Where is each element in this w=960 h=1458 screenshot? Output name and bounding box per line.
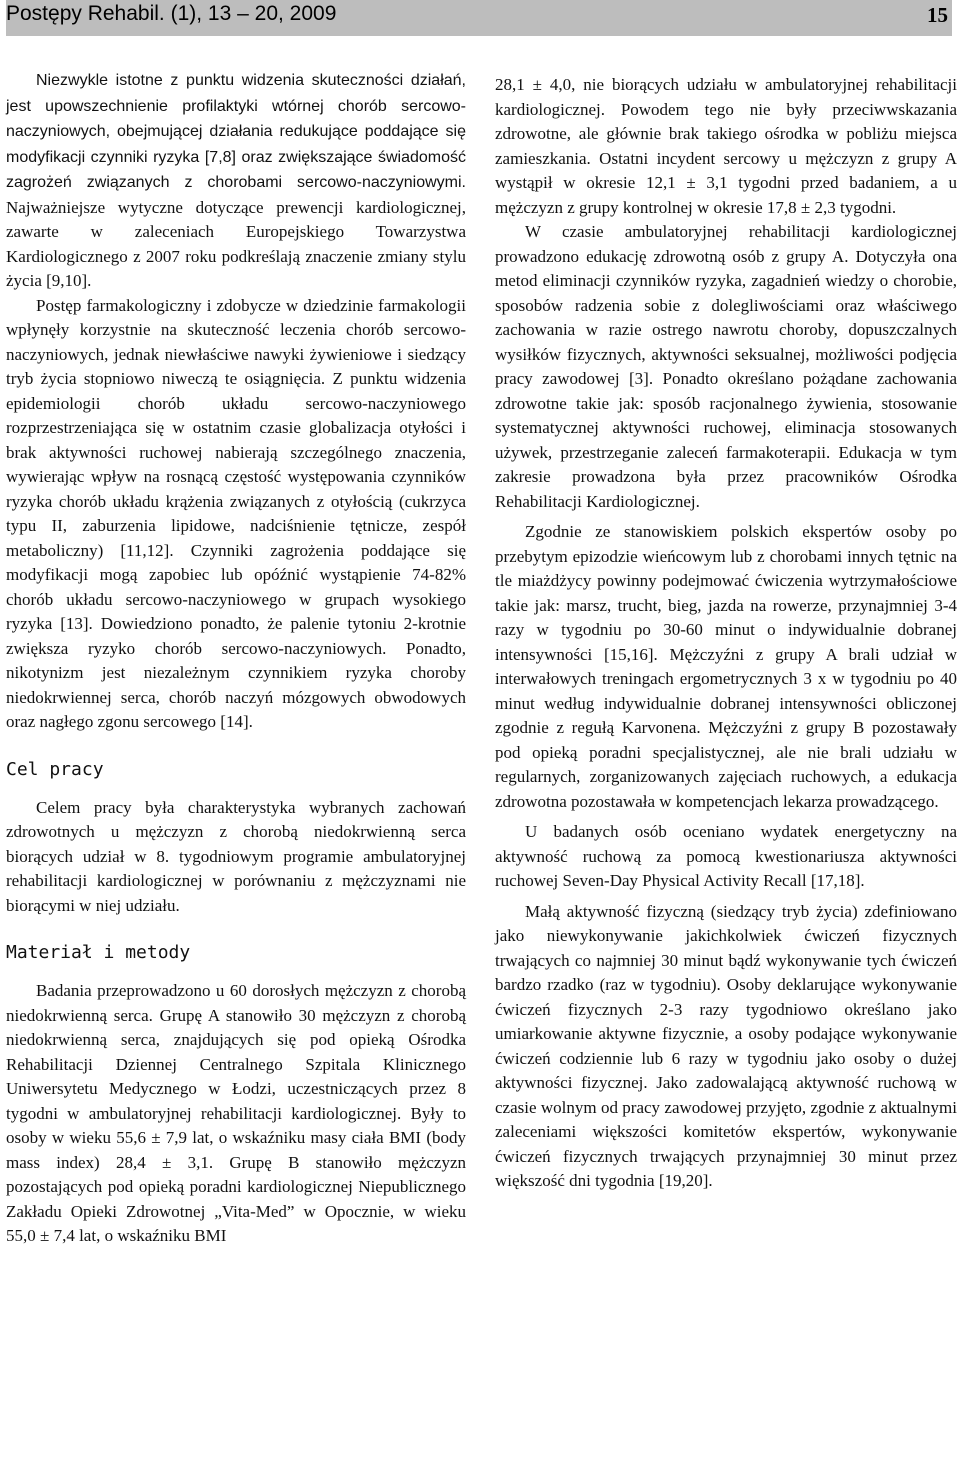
- section-heading-methods: Materiał i metody: [6, 942, 191, 963]
- section-heading-aim: Cel pracy: [6, 758, 104, 780]
- intro-paragraph-sans-part: Niezwykle istotne z punktu widzenia skuteczności działań, jest upowszechnienie profilaktyki wtórnej chorób sercowo-naczyniowych, obejmującej działania redukujące poddające się modyfikacji czynniki ryzyka [7,8] oraz zwiększające świadomość zagrożeń związanych z chorobami sercowo-naczyniowymi.: [6, 72, 466, 191]
- page-number: 15: [927, 3, 948, 27]
- paragraph-activity-definition: Małą aktywność fizyczną (siedzący tryb życia) zdefiniowano jako niewykonywanie jakichkolwiek ćwiczeń fizycznych trwających co najmniej 30 minut bądź wykonywanie tych ćwiczeń bardzo rzadko (raz w tygodniu). Osoby deklarujące wykonywanie ćwiczeń fizycznych 2-3 razy tygodniowo określano jako umiarkowanie aktywne fizycznie, a osoby podające wykonywanie ćwiczeń codziennie lub 6 razy w tygodniu jako osoby o dużej aktywności fizycznej. Jako zadowalającą aktywność ruchową w czasie wolnym od pracy zawodowej przyjęto, zgodnie z aktualnymi zaleceniami większości komitetów ekspertów, wykonywanie ćwiczeń fizycznych trwających przynajmniej 30 minut przez większość dni tygodnia [19,20].: [495, 901, 957, 1190]
- intro-paragraph-serif-part: Najważniejsze wytyczne dotyczące prewencji kardiologicznej, zawarte w zaleceniach Europejskiego Towarzystwa Kardiologicznego z 2007 roku podkreślają znaczenie zmiany stylu życia [9,10].: [6, 197, 466, 290]
- paragraph-methods: Badania przeprowadzono u 60 dorosłych mężczyzn z chorobą niedokrwienną serca. Grupę A stanowiło 30 mężczyzn z chorobą niedokrwienną serca, znajdujących się pod opieką Ośrodka Rehabilitacji Dziennej Centralnego Szpitala Klinicznego Uniwersytetu Medycznego w Łodzi, uczestniczących przez 8 tygodni w ambulatoryjnej rehabilitacji kardiologicznej. Były to osoby w wieku 55,6 ± 7,9 lat, o wskaźniku masy ciała BMI (body mass index) 28,4 ± 3,1. Grupę B stanowiło mężczyzn pozostających pod opieką poradni kardiologicznej Niepublicznego Zakładu Opieki Zdrowotnej „Vita-Med” w Opocznie, w wieku 55,0 ± 7,4 lat, o wskaźniku BMI: [6, 981, 466, 1245]
- running-header: [6, 0, 952, 36]
- paragraph-experts: Zgodnie ze stanowiskiem polskich ekspertów osoby po przebytym epizodzie wieńcowym lub z chorobami innych tętnic na tle miażdżycy powinny podejmować ćwiczenia wytrzymałościowe takie jak: marsz, trucht, bieg, jazda na rowerze, przynajmniej 3-4 razy w tygodniu po 30-60 minut o indywidualnie dobranej intensywności [15,16]. Mężczyźni z grupy A brali udział w interwałowych treningach ergometrycznych 3 x w tygodniu po 40 minut według indywidualnie dobranej intensywności obliczonej zgodnie z regułą Karvonena. Mężczyźni z grupy B pozostawały pod opieką poradni specjalistycznej, ale nie brali udziału w regularnych, zorganizowanych zajęciach ruchowych, a edukacja zdrowotna pozostawała w kompetencjach lekarza prowadzącego.: [495, 522, 957, 811]
- right-column: [495, 73, 957, 1194]
- intro-paragraph: [6, 68, 466, 294]
- paragraph-continued: 28,1 ± 4,0, nie biorących udziału w ambulatoryjnej rehabilitacji kardiologicznej. Powodem tego nie były przeciwwskazania zdrowotne, ale głównie brak takiego ośrodka w pobliżu miejsca zamieszkania. Ostatni incydent sercowy u mężczyzn z grupy A wystąpił w okresie 12,1 ± 3,1 tygodni przed badaniem, a u mężczyzn z grupy kontrolnej w okresie 17,8 ± 2,3 tygodni.: [495, 75, 957, 217]
- paragraph-pharmacology: Postęp farmakologiczny i zdobycze w dziedzinie farmakologii wpłynęły korzystnie na skuteczność leczenia chorób sercowo-naczyniowych, jednak niewłaściwe nawyki żywieniowe i siedzący tryb życia stopniowo niweczą te osiągnięcia. Z punktu widzenia epidemiologii chorób układu sercowo-naczyniowego rozprzestrzeniająca się w ostatnim czasie globalizacja otyłości i brak aktywności ruchowej nabierają szczególnego znaczenia, wywierając wpływ na rosnącą częstość występowania czynników ryzyka chorób układu krążenia związanych z otyłością (cukrzyca typu II, zaburzenia lipidowe, nadciśnienie tętnicze, zespół metaboliczny) [11,12]. Czynniki zagrożenia poddające się modyfikacji mogą zapobiec lub opóźnić wystąpienie 74-82% chorób układu sercowo-naczyniowego w grupach wysokiego ryzyka [13]. Dowiedziono ponadto, że palenie tytoniu 2-krotnie zwiększa ryzyko chorób sercowo-naczyniowych. Ponadto, nikotynizm jest niezależnym czynnikiem ryzyka choroby niedokrwiennej serca, chorób naczyń mózgowych obwodowych oraz nagłego zgonu sercowego [14].: [6, 295, 466, 731]
- journal-citation: Postępy Rehabil. (1), 13 – 20, 2009: [6, 2, 337, 25]
- paragraph-energy-expenditure: U badanych osób oceniano wydatek energetyczny na aktywność ruchową za pomocą kwestionariusza aktywności ruchowej Seven-Day Physical Activity Recall [17,18].: [495, 822, 957, 890]
- paragraph-education: W czasie ambulatoryjnej rehabilitacji kardiologicznej prowadzono edukację zdrowotną osób z grupy A. Dotyczyła ona metod eliminacji czynników ryzyka, zagadnień wiedzy o chorobie, sposobów radzenia sobie z dolegliwościami oraz właściwego zachowania w razie ostrego nawrotu choroby, dopuszczalnych wysiłków fizycznych, aktywności seksualnej, możliwości podjęcia pracy zawodowej [3]. Ponadto określano pożądane zachowania zdrowotne takie jak: sposób racjonalnego żywienia, stosowanie systematycznej aktywności ruchowej, eliminacja stosowanych używek, przestrzeganie zaleceń farmakoterapii. Edukacja w tym zakresie prowadzona była przez pracowników Ośrodka Rehabilitacji Kardiologicznej.: [495, 222, 957, 511]
- paragraph-aim: Celem pracy była charakterystyka wybranych zachowań zdrowotnych u mężczyzn z chorobą niedokrwienną serca biorących udział w 8. tygodniowym programie ambulatoryjnej rehabilitacji kardiologicznej w porównaniu z mężczyznami nie biorącymi w niej udziału.: [6, 797, 466, 915]
- left-column: [6, 68, 466, 1249]
